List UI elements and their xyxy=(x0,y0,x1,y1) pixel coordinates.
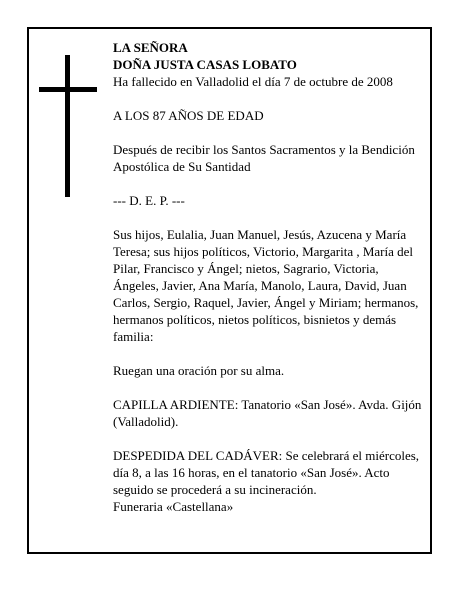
age-line: A LOS 87 AÑOS DE EDAD xyxy=(113,108,264,123)
funeral-home-line: Funeraria «Castellana» xyxy=(113,499,234,514)
deceased-name: DOÑA JUSTA CASAS LOBATO xyxy=(113,57,297,72)
sacraments-paragraph: Después de recibir los Santos Sacramentos y la Bendición Apostólica de Su Santidad xyxy=(113,142,415,174)
cross-icon xyxy=(39,55,97,197)
cross-vertical-bar xyxy=(65,55,70,197)
chapel-paragraph: CAPILLA ARDIENTE: Tanatorio «San José». Avda. Gijón (Valladolid). xyxy=(113,397,422,429)
notice-title: LA SEÑORA xyxy=(113,40,188,55)
farewell-paragraph: DESPEDIDA DEL CADÁVER: Se celebrará el miércoles, día 8, a las 16 horas, en el tanatorio «San José». Acto seguido se procederá a su incineración. xyxy=(113,448,420,497)
death-announcement: Ha fallecido en Valladolid el día 7 de octubre de 2008 xyxy=(113,74,393,89)
prayer-line: Ruegan una oración por su alma. xyxy=(113,363,285,378)
cross-horizontal-bar xyxy=(39,87,97,92)
dep-line: --- D. E. P. --- xyxy=(113,193,185,208)
family-paragraph: Sus hijos, Eulalia, Juan Manuel, Jesús, Azucena y María Teresa; sus hijos políticos, Victorio, Margarita , María del Pilar, Francisco y Ángel; nietos, Sagrario, Victoria, Ángeles, Javier, Ana María, Manolo, Laura, David, Juan Carlos, Sergio, Raquel, Javier, Ángel y Miriam; hermanos, hermanos políticos, nietos políticos, bisnietos y demás familia: xyxy=(113,227,419,344)
obituary-text xyxy=(113,39,425,515)
